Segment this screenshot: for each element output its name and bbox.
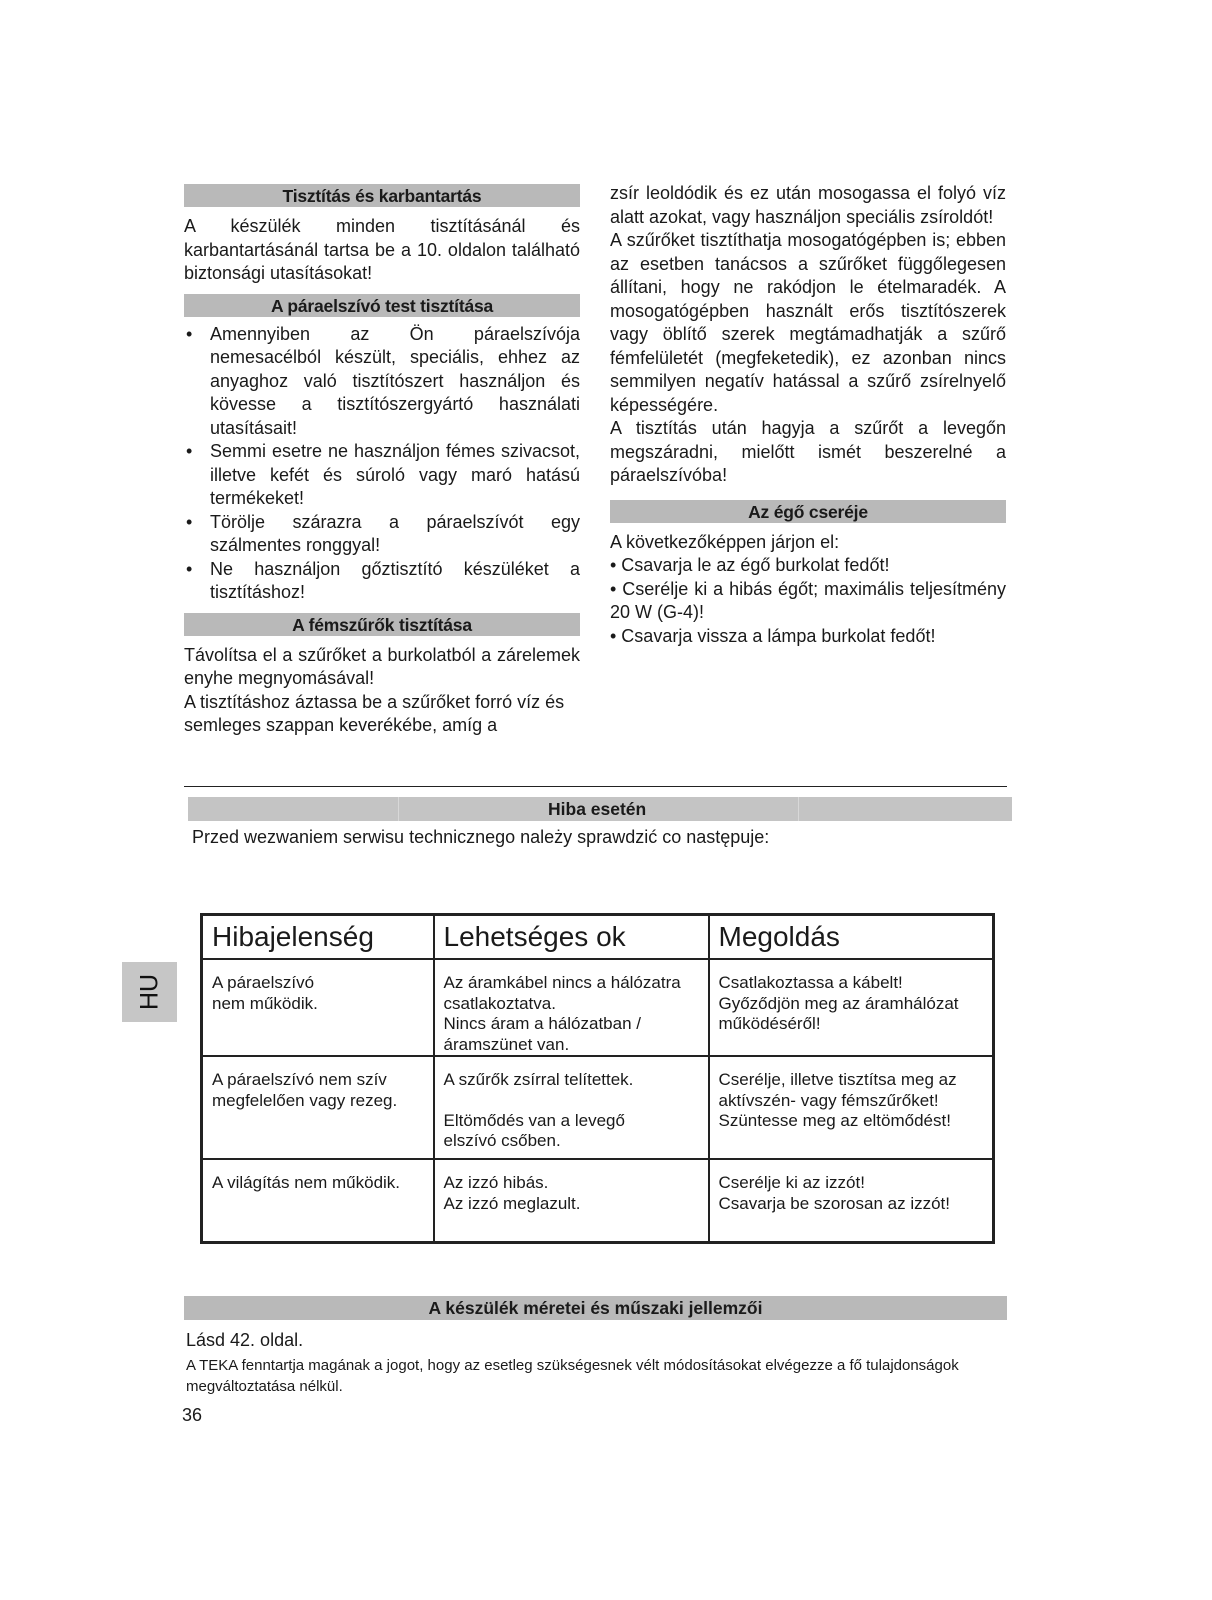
cell-line: A páraelszívó bbox=[212, 973, 315, 992]
troubleshooting-heading-bar bbox=[188, 797, 1012, 821]
language-tab-label: HU bbox=[135, 973, 163, 1011]
section-divider bbox=[184, 786, 1007, 787]
table-row bbox=[202, 1159, 994, 1243]
drying-paragraph: A tisztítás után hagyja a szűrőt a levegőn megszáradni, mielőtt ismét beszerelné a páraelszívóba! bbox=[610, 418, 1006, 485]
list-item: • Ne használjon gőztisztító készüléket a tisztításhoz! bbox=[184, 558, 580, 605]
symptom-cell bbox=[202, 1159, 434, 1243]
specs-see-page: Lásd 42. oldal. bbox=[186, 1330, 304, 1350]
list-item: • Amennyiben az Ön páraelszívója nemesacélból készült, speciális, ehhez az anyaghoz való tisztítószert használjon és kövesse a tisztítószergyártó használati utasításait! bbox=[184, 323, 580, 441]
bulb-step: • Csavarja vissza a lámpa burkolat fedőt! bbox=[610, 625, 936, 646]
solution-cell bbox=[709, 1056, 994, 1159]
cell-line: Cserélje, illetve tisztítsa meg az bbox=[718, 1070, 957, 1089]
filter-paragraph-2: A tisztításhoz áztassa be a szűrőket forró víz és semleges szappan keverékébe, amíg a bbox=[184, 691, 565, 735]
filter-paragraph-3: zsír leoldódik és ez után mosogassa el folyó víz alatt azokat, vagy használjon speciális zsíroldót! bbox=[610, 183, 1006, 227]
troubleshooting-subtitle: Przed wezwaniem serwisu technicznego należy sprawdzić co następuje: bbox=[192, 827, 770, 847]
list-item: • Semmi esetre ne használjon fémes szivacsot, illetve kefét és súroló vagy maró hatású termékeket! bbox=[184, 440, 580, 511]
column-header-solution: Megoldás bbox=[709, 915, 994, 960]
section-heading-bulb: Az égő cseréje bbox=[610, 500, 1006, 523]
language-tab bbox=[122, 962, 177, 1022]
troubleshooting-title: Hiba esetén bbox=[548, 799, 647, 819]
cell-spacer bbox=[444, 1091, 708, 1111]
cell-line: áramszünet van. bbox=[443, 1034, 570, 1054]
cell-line: A világítás nem működik. bbox=[212, 1173, 401, 1192]
specs-heading: A készülék méretei és műszaki jellemzői bbox=[184, 1296, 1007, 1320]
cause-cell bbox=[434, 1159, 709, 1243]
section-heading-body-cleaning: A páraelszívó test tisztítása bbox=[184, 294, 580, 317]
table-row bbox=[202, 959, 994, 1056]
cell-line: Eltömődés van a levegő bbox=[443, 1110, 625, 1130]
cell-line: Az izzó hibás. bbox=[443, 1173, 549, 1192]
cell-line: A páraelszívó nem szív bbox=[212, 1070, 387, 1089]
cell-line: csatlakoztatva. bbox=[443, 993, 556, 1013]
cell-line: A szűrők zsírral telítettek. bbox=[443, 1070, 634, 1089]
cell-line: Szüntesse meg az eltömődést! bbox=[718, 1111, 951, 1130]
cell-line: Csatlakoztassa a kábelt! bbox=[718, 973, 903, 992]
left-column bbox=[184, 184, 580, 738]
cell-line: működéséről! bbox=[718, 1014, 821, 1033]
bulb-step: • Csavarja le az égő burkolat fedőt! bbox=[610, 555, 890, 575]
section-heading-filter-cleaning: A fémszűrők tisztítása bbox=[184, 613, 580, 636]
bar-divider bbox=[398, 797, 399, 821]
cleaning-intro: A készülék minden tisztításánál és karbantartásánál tartsa be a 10. oldalon található biztonsági utasításokat! bbox=[184, 216, 580, 283]
troubleshooting-table bbox=[200, 913, 995, 1244]
table-row bbox=[202, 1056, 994, 1159]
cell-line: Az izzó meglazult. bbox=[443, 1193, 581, 1213]
cell-line: Cserélje ki az izzót! bbox=[718, 1173, 865, 1192]
solution-cell bbox=[709, 1159, 994, 1243]
bar-divider bbox=[798, 797, 799, 821]
cell-line: Nincs áram a hálózatban / bbox=[443, 1014, 641, 1033]
cause-cell bbox=[434, 1056, 709, 1159]
section-heading-cleaning: Tisztítás és karbantartás bbox=[184, 184, 580, 207]
cell-line: Csavarja be szorosan az izzót! bbox=[718, 1193, 950, 1213]
cell-line: nem működik. bbox=[212, 993, 318, 1013]
cell-line: megfelelően vagy rezeg. bbox=[212, 1090, 398, 1110]
column-header-symptom: Hibajelenség bbox=[202, 915, 434, 960]
table-header-row bbox=[202, 915, 994, 960]
right-column bbox=[610, 182, 1006, 648]
dishwasher-paragraph: A szűrőket tisztíthatja mosogatógépben is; ebben az esetben tanácsos a szűrőket függőlegesen állítani, hogy ne rakódjon le ételmaradék. A mosogatógépben használt erős tisztítószerek vagy öblítő szerek megtámadhatják a szűrő fémfelületét (megfeketedik), ez azonban nincs semmilyen negatív hatással a szűrő zsírelnyelő képességére. bbox=[610, 230, 1006, 415]
manufacturer-note: A TEKA fenntartja magának a jogot, hogy az esetleg szükségesnek vélt módosításokat elvégezze a fő tulajdonságok megváltoztatása nélkül. bbox=[186, 1357, 959, 1395]
solution-cell bbox=[709, 959, 994, 1056]
cell-line: elszívó csőben. bbox=[443, 1131, 561, 1150]
bulb-step: • Cserélje ki a hibás égőt; maximális teljesítmény 20 W (G-4)! bbox=[610, 578, 1006, 622]
list-item: • Törölje szárazra a páraelszívót egy szálmentes ronggyal! bbox=[184, 511, 580, 558]
cell-line: aktívszén- vagy fémszűrőket! bbox=[718, 1090, 939, 1110]
symptom-cell bbox=[202, 959, 434, 1056]
cause-cell bbox=[434, 959, 709, 1056]
bulb-intro: A következőképpen járjon el: bbox=[610, 531, 840, 552]
body-cleaning-list bbox=[184, 323, 580, 605]
cell-line: Győződjön meg az áramhálózat bbox=[718, 993, 959, 1013]
column-header-cause: Lehetséges ok bbox=[434, 915, 709, 960]
symptom-cell bbox=[202, 1056, 434, 1159]
filter-paragraph-1: Távolítsa el a szűrőket a burkolatból a zárelemek enyhe megnyomásával! bbox=[184, 644, 580, 688]
cell-line: Az áramkábel nincs a hálózatra bbox=[443, 973, 681, 992]
page-number: 36 bbox=[182, 1405, 203, 1425]
